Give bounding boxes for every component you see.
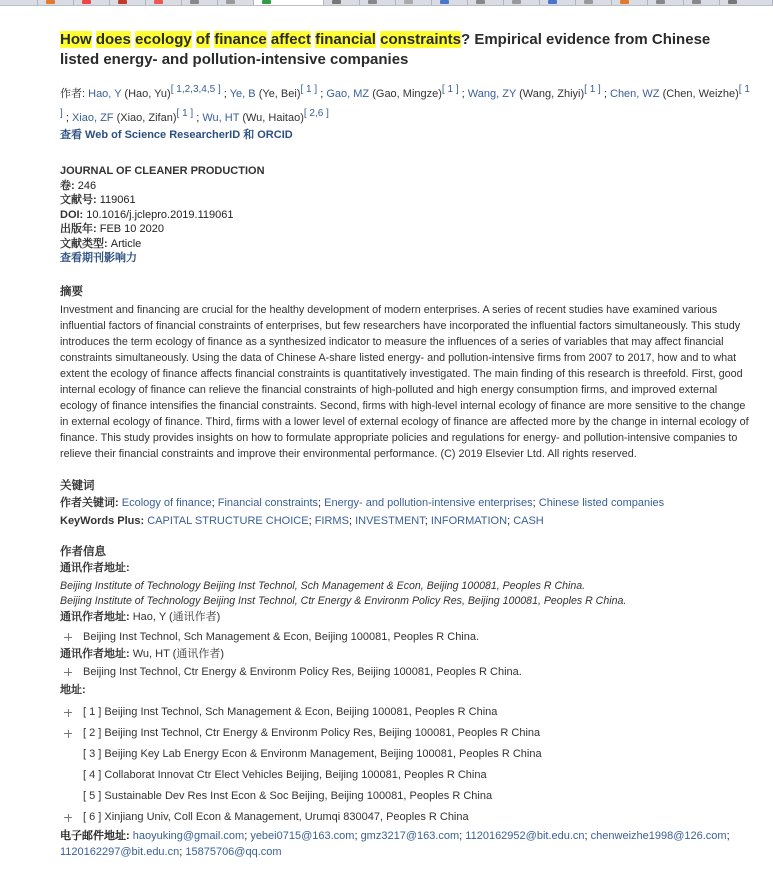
researcher-id-link[interactable]: 查看 Web of Science ResearcherID 和 ORCID [60, 129, 293, 141]
author-link[interactable]: Xiao, ZF [71, 112, 114, 124]
corr-author-2-name: Wu, HT (通讯作者) [132, 648, 224, 661]
keyword-plus-link[interactable]: CAPITAL STRUCTURE CHOICE [147, 515, 309, 528]
email-block [60, 828, 750, 860]
author-fullname: (Xiao, Zifan) [116, 112, 177, 124]
email-link[interactable]: 1120162952@bit.edu.cn [465, 830, 585, 843]
author-keyword-link[interactable]: Energy- and pollution-intensive enterprises [324, 497, 533, 510]
email-link[interactable]: 15875706@qq.com [185, 846, 282, 859]
address-text: [ 2 ] Beijing Inst Technol, Ctr Energy & Environm Policy Res, Beijing 100081, Peoples R China [83, 727, 541, 740]
author-affiliation-ref[interactable]: [ 1 ] [584, 84, 601, 95]
browser-tab[interactable] [720, 0, 773, 5]
browser-tab[interactable] [432, 0, 468, 5]
email-link[interactable]: 1120162297@bit.edu.cn [60, 846, 180, 859]
author-fullname: (Chen, Weizhe) [662, 88, 739, 100]
title-highlight-term: does [95, 31, 131, 48]
authors-list: Hao, Y (Hao, Yu)[ 1,2,3,4,5 ] ; Ye, B (Ye, Bei)[ 1 ] ; Gao, MZ (Gao, Mingze)[ 1 ] ; Wang, ZY (Wang, Zhiyi)[ 1 ] ; Chen, WZ (Chen, Weizhe)[ 1 ] ; Xiao, ZF (Xiao, Zifan)[ 1 ] ; Wu, HT (Wu, Haitao)[ 2,6 ] [60, 84, 750, 124]
author-keywords-label: 作者关键词: [60, 497, 119, 510]
author-info-heading: 作者信息 [60, 546, 106, 559]
browser-tab[interactable] [540, 0, 576, 5]
doc-type-value: Article [110, 237, 142, 250]
title-highlight-term: affect [270, 31, 311, 48]
volume-label: 卷: [60, 179, 75, 192]
address-row [60, 765, 750, 786]
browser-tab[interactable] [0, 0, 38, 5]
address-list [60, 702, 750, 828]
address-row [60, 807, 750, 828]
address-text: [ 3 ] Beijing Key Lab Energy Econ & Environm Management, Beijing 100081, Peoples R China [83, 748, 542, 761]
corr-author-2 [60, 646, 750, 662]
browser-tab[interactable] [396, 0, 432, 5]
keyword-plus-link[interactable]: INVESTMENT [355, 515, 425, 528]
address-text: [ 5 ] Sustainable Dev Res Inst Econ & Soc Beijing, Beijing 100081, Peoples R China [83, 790, 493, 803]
email-link[interactable]: chenweizhe1998@126.com [590, 830, 727, 843]
author-link[interactable]: Ye, B [229, 88, 256, 100]
article-number-label: 文献号: [60, 194, 97, 206]
keyword-plus-link[interactable]: INFORMATION [430, 515, 508, 528]
corr-address-lines [60, 579, 750, 609]
email-label: 电子邮件地址: [60, 830, 130, 843]
journal-name[interactable]: JOURNAL OF CLEANER PRODUCTION [60, 165, 265, 177]
expand-icon[interactable] [64, 633, 72, 641]
browser-tab[interactable] [146, 0, 182, 5]
browser-tab[interactable] [182, 0, 218, 5]
browser-tab[interactable] [684, 0, 720, 5]
browser-tab[interactable] [38, 0, 74, 5]
pub-date-value: FEB 10 2020 [99, 223, 164, 235]
email-list: haoyuking@gmail.com; yebei0715@163.com; gmz3217@163.com; 1120162952@bit.edu.cn; chenweizhe1998@126.com; 1120162297@bit.edu.cn; 15875706@qq.com [60, 830, 730, 859]
corr-author-2-label: 通讯作者地址: [60, 648, 130, 661]
browser-tab[interactable] [576, 0, 612, 5]
doi-value: 10.1016/j.jclepro.2019.119061 [86, 208, 234, 221]
keywords-plus-label: KeyWords Plus: [60, 515, 145, 528]
author-affiliation-ref[interactable]: [ 1 ] [176, 108, 194, 119]
keywords-plus-list: CAPITAL STRUCTURE CHOICE; FIRMS; INVESTMENT; INFORMATION; CASH [147, 515, 544, 528]
author-keywords-row [60, 494, 750, 512]
authors-block [60, 80, 750, 128]
title-highlight-term: finance [214, 31, 267, 48]
corr-author-1-address-text: Beijing Inst Technol, Sch Management & Econ, Beijing 100081, Peoples R China. [83, 631, 480, 644]
browser-tab[interactable] [324, 0, 360, 5]
author-keywords-list: Ecology of finance; Financial constraints; Energy- and pollution-intensive enterprises; Chinese listed companies [121, 497, 665, 510]
corr-address-line: Beijing Institute of Technology Beijing Inst Technol, Ctr Energy & Environm Policy Res, Beijing 100081, Peoples R China. [60, 595, 627, 608]
author-affiliation-ref[interactable]: [ 2,6 ] [303, 108, 329, 119]
journal-impact-link[interactable]: 查看期刊影响力 [60, 252, 137, 264]
record-content [60, 30, 750, 860]
browser-tab[interactable] [612, 0, 648, 5]
author-link[interactable]: Wang, ZY [467, 88, 517, 100]
article-title [60, 30, 750, 70]
email-link[interactable]: gmz3217@163.com [360, 830, 460, 843]
keyword-plus-link[interactable]: CASH [513, 515, 544, 528]
article-number-value: 119061 [99, 194, 136, 206]
browser-tab-strip [0, 0, 773, 6]
author-link[interactable]: Hao, Y [88, 88, 122, 100]
corr-author-2-address-text: Beijing Inst Technol, Ctr Energy & Environm Policy Res, Beijing 100081, Peoples R China. [83, 666, 522, 679]
corr-author-1-address [60, 628, 750, 646]
browser-tab-active[interactable] [254, 0, 324, 5]
author-affiliation-ref[interactable]: [ 1 ] [300, 84, 318, 95]
browser-tab[interactable] [504, 0, 540, 5]
corr-author-2-address [60, 663, 750, 681]
doi-label: DOI: [60, 208, 84, 221]
doc-type-label: 文献类型: [60, 237, 108, 250]
corr-author-1-label: 通讯作者地址: [60, 611, 130, 624]
author-link[interactable]: Wu, HT [202, 112, 240, 124]
volume-value: 246 [77, 179, 97, 192]
browser-tab[interactable] [74, 0, 110, 5]
email-link[interactable]: haoyuking@gmail.com [132, 830, 245, 843]
browser-tab[interactable] [648, 0, 684, 5]
expand-icon[interactable] [64, 730, 72, 738]
email-link[interactable]: yebei0715@163.com [250, 830, 355, 843]
expand-icon[interactable] [64, 709, 72, 717]
keyword-plus-link[interactable]: FIRMS [314, 515, 349, 528]
keywords-plus-row [60, 512, 750, 530]
address-row [60, 744, 750, 765]
journal-block [60, 164, 750, 266]
authors-label: 作者: [60, 88, 89, 100]
author-fullname: (Wang, Zhiyi) [519, 88, 585, 100]
author-link[interactable]: Gao, MZ [326, 88, 370, 100]
author-fullname: (Ye, Bei) [258, 88, 301, 100]
title-highlight-term: constraints [380, 31, 461, 48]
author-affiliation-ref[interactable]: [ 1 ] [60, 84, 750, 119]
browser-tab[interactable] [468, 0, 504, 5]
author-affiliation-ref[interactable]: [ 1 ] [441, 84, 459, 95]
expand-icon[interactable] [64, 668, 72, 676]
address-row [60, 786, 750, 807]
title-highlight-term: of [195, 31, 211, 48]
pub-date-label: 出版年: [60, 223, 97, 235]
address-text: [ 1 ] Beijing Inst Technol, Sch Management & Econ, Beijing 100081, Peoples R China [83, 706, 498, 719]
author-fullname: (Wu, Haitao) [242, 112, 304, 124]
corr-author-1 [60, 609, 750, 625]
title-highlight-term: How [60, 31, 92, 48]
browser-tab[interactable] [360, 0, 396, 5]
keywords-heading: 关键词 [60, 480, 95, 493]
address-label: 地址: [60, 684, 86, 697]
browser-tab[interactable] [218, 0, 254, 5]
author-affiliation-ref[interactable]: [ 1,2,3,4,5 ] [170, 84, 221, 95]
browser-tab[interactable] [110, 0, 146, 5]
address-row [60, 702, 750, 723]
title-text: ? Empirical evidence from Chinese listed energy- and pollution-intensive companies [60, 31, 711, 68]
title-highlight-term: financial [315, 31, 376, 48]
author-link[interactable]: Chen, WZ [610, 88, 660, 100]
author-keyword-link[interactable]: Ecology of finance [121, 497, 212, 510]
address-row [60, 723, 750, 744]
expand-icon[interactable] [64, 814, 72, 822]
author-fullname: (Hao, Yu) [124, 88, 171, 100]
author-keyword-link[interactable]: Financial constraints [217, 497, 319, 510]
corr-author-1-name: Hao, Y (通讯作者) [132, 611, 221, 624]
title-highlight-term: ecology [135, 31, 192, 48]
corr-address-line: Beijing Institute of Technology Beijing Inst Technol, Sch Management & Econ, Beijing 100081, Peoples R China. [60, 580, 586, 593]
abstract-text: Investment and financing are crucial for the healthy development of modern enterprises. A series of recent studies have examined various influential factors of financial constraints of enterprises, but few researchers have incorporated the influential factors simultaneously. This study introduces the term ecology of finance as a synthesized indicator to measure the influences of a series of variables that may affect financial constraints simultaneously. Using the data of Chinese A-share listed energy- and pollution-intensive firms from 2007 to 2017, how and to what extent the ecology of finance affects financial constraints is quantitatively investigated. The main finding of this research is threefold. First, good internal ecology of finance can relieve the financial constraints of high-polluted and high energy consumption firms, and improved external ecology of finance intensifies the financial constraints. Second, firms with high-level internal ecology of finance are more sensitive to the change in external ecology of finance. Third, firms with a lower level of external ecology of finance are affected more by the change in internal ecology of finance. This study provides insights on how to formulate appropriate policies and regulations for energy- and pollution-intensive companies to relieve their financial constraints and improve their environmental performance. (C) 2019 Elsevier Ltd. All rights reserved. [60, 303, 749, 461]
author-keyword-link[interactable]: Chinese listed companies [538, 497, 665, 510]
abstract-heading: 摘要 [60, 285, 83, 298]
address-text: [ 6 ] Xinjiang Univ, Coll Econ & Management, Urumqi 830047, Peoples R China [83, 811, 469, 824]
address-text: [ 4 ] Collaborat Innovat Ctr Elect Vehicles Beijing, Beijing 100081, Peoples R China [83, 769, 487, 782]
author-fullname: (Gao, Mingze) [372, 88, 442, 100]
corr-address-label: 通讯作者地址: [60, 562, 130, 575]
